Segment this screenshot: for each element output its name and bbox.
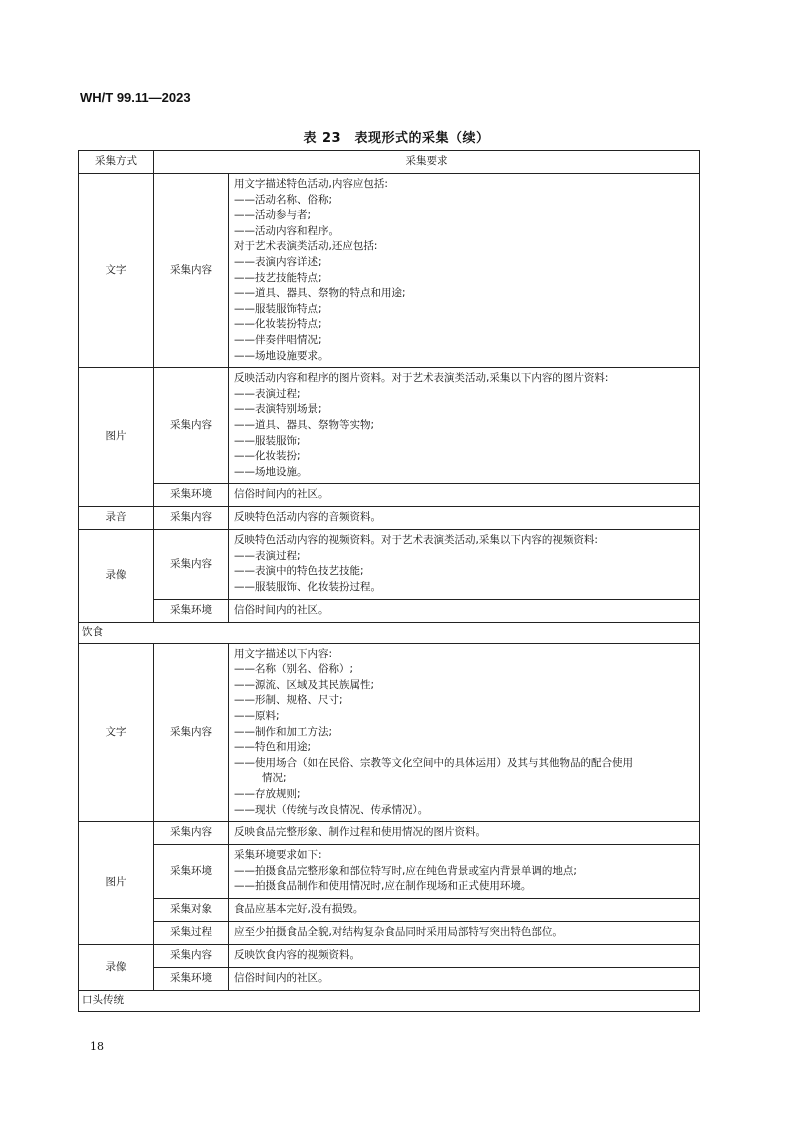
page-number: 18 bbox=[90, 1040, 104, 1053]
requirement-line: ——原料; bbox=[234, 710, 280, 723]
table-row bbox=[79, 368, 700, 484]
requirement-line: ——场地设施要求。 bbox=[234, 349, 329, 362]
method-cell: 文字 bbox=[79, 174, 154, 368]
method-cell: 图片 bbox=[79, 368, 154, 507]
sub-item-cell: 采集对象 bbox=[154, 898, 229, 921]
standard-code: WH/T 99.11—2023 bbox=[80, 90, 191, 105]
table-row bbox=[79, 484, 700, 507]
method-cell: 文字 bbox=[79, 643, 154, 822]
requirement-cell: 信俗时间内的社区。 bbox=[229, 599, 700, 622]
requirement-line: ——技艺技能特点; bbox=[234, 271, 322, 284]
table-row bbox=[79, 174, 700, 368]
requirement-line: ——源流、区域及其民族属性; bbox=[234, 678, 375, 691]
requirement-line: 反映特色活动内容的视频资料。对于艺术表演类活动,采集以下内容的视频资料: bbox=[234, 534, 598, 547]
requirement-cell: 食品应基本完好,没有损毁。 bbox=[229, 898, 700, 921]
requirement-line: ——化妆装扮; bbox=[234, 450, 301, 463]
requirement-line: ——活动名称、俗称; bbox=[234, 193, 333, 206]
sub-item-cell: 采集环境 bbox=[154, 599, 229, 622]
requirement-line: 情况; bbox=[262, 772, 287, 785]
requirement-cell bbox=[229, 845, 700, 899]
requirement-line: ——存放规则; bbox=[234, 788, 301, 800]
table-header-row bbox=[79, 151, 700, 174]
requirement-line: ——道具、器具、祭物的特点和用途; bbox=[234, 287, 406, 300]
requirement-cell bbox=[229, 643, 700, 822]
requirement-line: ——表演过程; bbox=[234, 549, 301, 562]
requirement-line: ——场地设施。 bbox=[234, 465, 308, 478]
requirement-line: 对于艺术表演类活动,还应包括: bbox=[234, 240, 378, 253]
requirement-line: ——拍摄食品制作和使用情况时,应在制作现场和正式使用环境。 bbox=[234, 880, 532, 893]
requirement-line: ——拍摄食品完整形象和部位特写时,应在纯色背景或室内背景单调的地点; bbox=[234, 864, 577, 877]
section-label: 口头传统 bbox=[79, 990, 700, 1011]
requirement-line: 用文字描述特色活动,内容应包括: bbox=[234, 178, 388, 190]
requirement-line: ——活动内容和程序。 bbox=[234, 224, 339, 237]
requirement-line: ——伴奏伴唱情况; bbox=[234, 333, 322, 346]
table-row bbox=[79, 898, 700, 921]
method-cell: 录像 bbox=[79, 944, 154, 990]
requirement-line: ——表演中的特色技艺技能; bbox=[234, 565, 364, 578]
table-row bbox=[79, 643, 700, 822]
requirement-line: ——特色和用途; bbox=[234, 741, 312, 754]
requirement-cell bbox=[229, 368, 700, 484]
requirement-line: ——服装服饰; bbox=[234, 434, 301, 447]
section-label: 饮食 bbox=[79, 622, 700, 643]
sub-item-cell: 采集内容 bbox=[154, 530, 229, 599]
requirement-cell bbox=[229, 174, 700, 368]
requirement-line: ——活动参与者; bbox=[234, 209, 312, 222]
sub-item-cell: 采集环境 bbox=[154, 484, 229, 507]
requirement-line: ——制作和加工方法; bbox=[234, 725, 333, 738]
header-method: 采集方式 bbox=[79, 151, 154, 174]
section-row-oral bbox=[79, 990, 700, 1011]
requirement-line: ——名称（别名、俗称）; bbox=[234, 663, 354, 676]
table-row bbox=[79, 921, 700, 944]
section-row-food bbox=[79, 622, 700, 643]
sub-item-cell: 采集环境 bbox=[154, 845, 229, 899]
sub-item-cell: 采集环境 bbox=[154, 967, 229, 990]
requirement-line: ——现状（传统与改良情况、传承情况）。 bbox=[234, 803, 429, 816]
requirement-line: ——表演内容详述; bbox=[234, 255, 322, 268]
table-row bbox=[79, 507, 700, 530]
table-row bbox=[79, 822, 700, 845]
table-row bbox=[79, 845, 700, 899]
requirement-line: ——道具、器具、祭物等实物; bbox=[234, 418, 375, 431]
requirement-line: ——表演过程; bbox=[234, 387, 301, 400]
collection-requirements-table bbox=[78, 150, 700, 1012]
method-cell: 录像 bbox=[79, 530, 154, 622]
requirement-cell: 信俗时间内的社区。 bbox=[229, 967, 700, 990]
requirement-line: 反映活动内容和程序的图片资料。对于艺术表演类活动,采集以下内容的图片资料: bbox=[234, 372, 609, 385]
requirement-cell bbox=[229, 530, 700, 599]
method-cell: 录音 bbox=[79, 507, 154, 530]
requirement-line: 用文字描述以下内容: bbox=[234, 647, 333, 660]
requirement-cell: 反映特色活动内容的音频资料。 bbox=[229, 507, 700, 530]
requirement-line: 采集环境要求如下: bbox=[234, 849, 322, 862]
header-requirements: 采集要求 bbox=[154, 151, 700, 174]
requirement-line: ——形制、规格、尺寸; bbox=[234, 694, 343, 707]
requirement-line: ——表演特别场景; bbox=[234, 403, 322, 416]
requirement-line: ——使用场合（如在民俗、宗教等文化空间中的具体运用）及其与其他物品的配合使用 bbox=[234, 756, 633, 769]
requirement-line: ——化妆装扮特点; bbox=[234, 318, 322, 331]
sub-item-cell: 采集内容 bbox=[154, 822, 229, 845]
requirement-cell: 反映食品完整形象、制作过程和使用情况的图片资料。 bbox=[229, 822, 700, 845]
sub-item-cell: 采集内容 bbox=[154, 507, 229, 530]
sub-item-cell: 采集内容 bbox=[154, 944, 229, 967]
sub-item-cell: 采集过程 bbox=[154, 921, 229, 944]
table-row bbox=[79, 967, 700, 990]
requirement-cell: 应至少拍摄食品全貌,对结构复杂食品同时采用局部特写突出特色部位。 bbox=[229, 921, 700, 944]
method-cell: 图片 bbox=[79, 822, 154, 945]
table-row bbox=[79, 944, 700, 967]
sub-item-cell: 采集内容 bbox=[154, 643, 229, 822]
requirement-line: ——服装服饰特点; bbox=[234, 302, 322, 315]
requirement-cell: 反映饮食内容的视频资料。 bbox=[229, 944, 700, 967]
sub-item-cell: 采集内容 bbox=[154, 174, 229, 368]
sub-item-cell: 采集内容 bbox=[154, 368, 229, 484]
table-row bbox=[79, 599, 700, 622]
table-row bbox=[79, 530, 700, 599]
table-title: 表 23 表现形式的采集（续） bbox=[303, 131, 490, 146]
requirement-line: ——服装服饰、化妆装扮过程。 bbox=[234, 581, 381, 594]
requirement-cell: 信俗时间内的社区。 bbox=[229, 484, 700, 507]
